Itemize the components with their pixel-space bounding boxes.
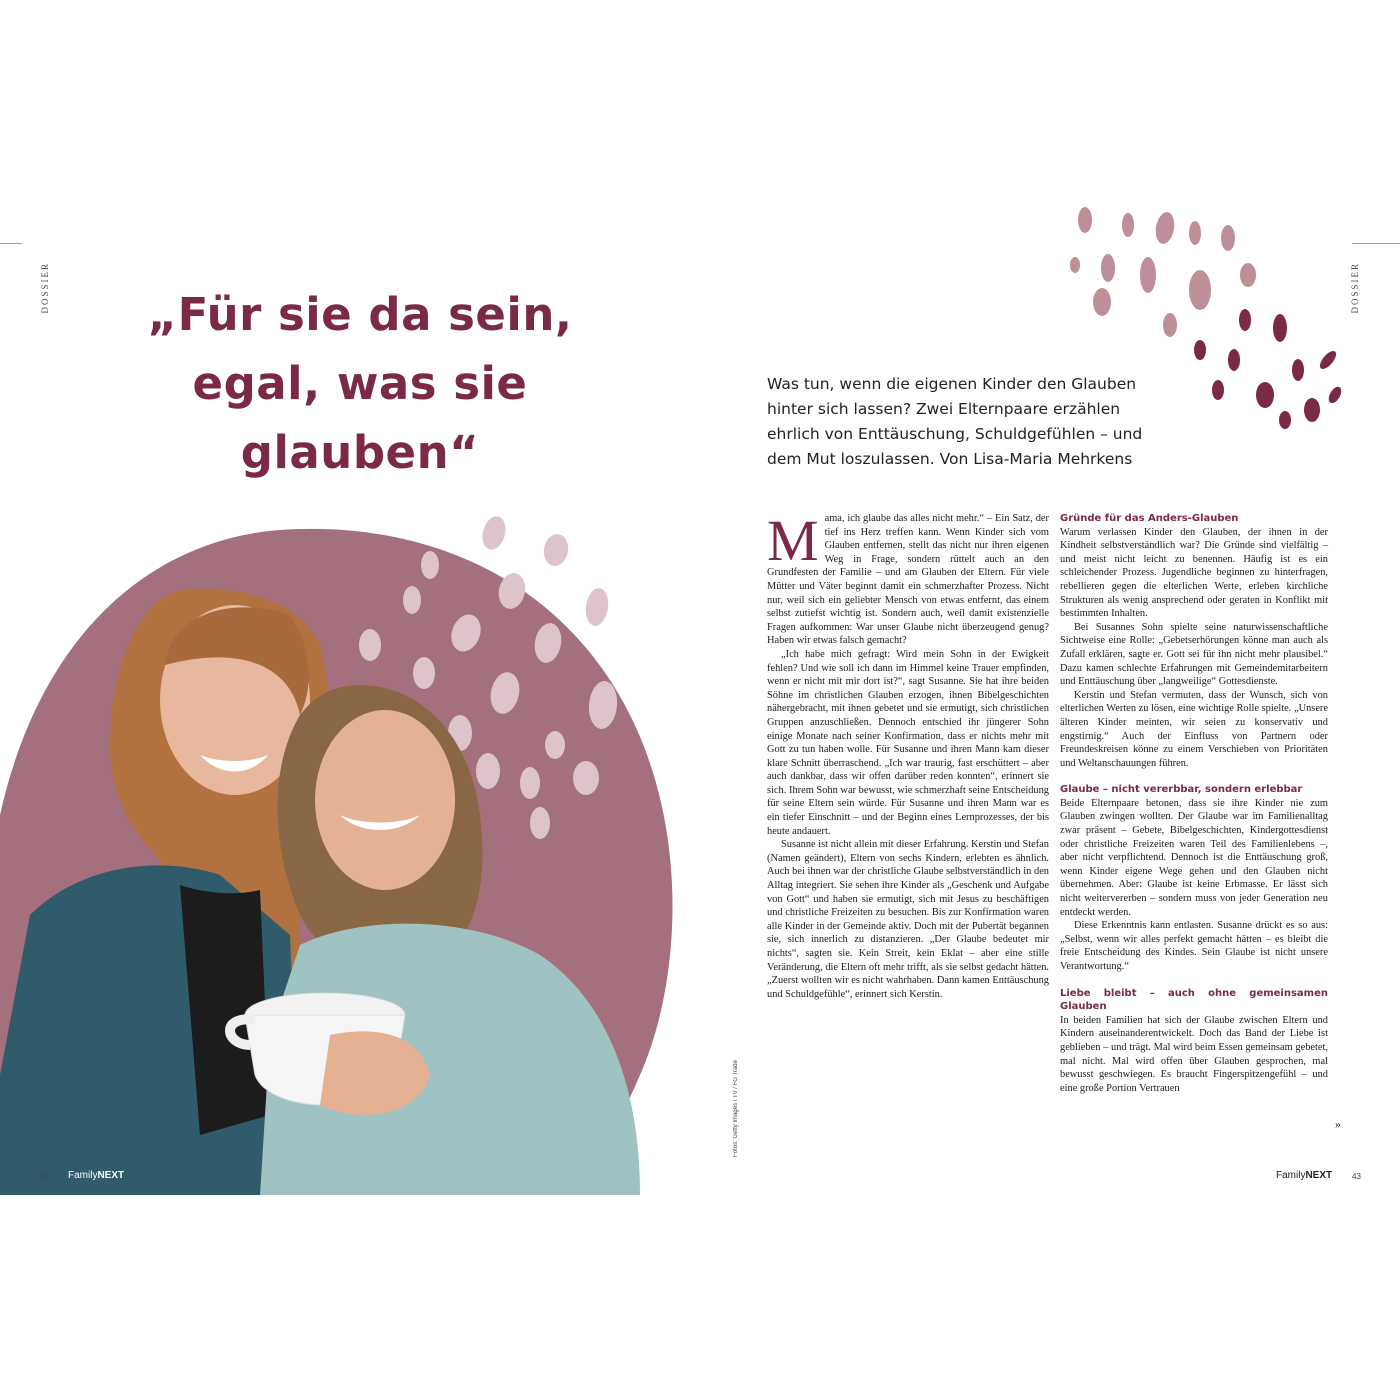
paragraph-9: In beiden Familien hat sich der Glaube zwischen Eltern und Kindern auseinanderentwickelt. Doch das Band der Liebe ist geblieben – und trägt. Mal wird beim Essen gemeinsam gebetet, mal nicht. Mal wird offen über Glauben gesprochen, mal bewusst geschwiegen. Es braucht Fingerspitzengefühl – und eine große Portion Vertrauen — [1060, 1014, 1328, 1094]
section-label-right: DOSSIER — [1350, 262, 1360, 314]
photo-credit: Fotos: Getty Images / TV / FG Trade — [733, 1060, 739, 1157]
paragraph-3: Susanne ist nicht allein mit dieser Erfahrung. Kerstin und Stefan (Namen geändert), Eltern von sechs Kindern, erlebten es ähnlich. Auch bei ihnen war der christliche Glaube selbstverständlich in den Alltag integriert. Sie sehen ihre Kinder als „Geschenk und Aufgabe von Gott“ und haben sie ermutigt, sich mit Jesus zu beschäftigen und christliche Freizeiten zu besuchen. Bis zur Konfirmation waren alle Kinder in der Gemeinde aktiv. Doch mit der Pubertät begannen sie, sich innerlich zu distanzieren. „Der Glaube bedeutet mir nichts“, sagten sie. Kein Streit, kein Eklat – aber eine stille Veränderung, die Eltern oft mehr trifft, als sie selbst gedacht hätten. „Zuerst wollten wir es nicht wahrhaben. Dann kamen Enttäuschung und Schuldgefühle“, erinnert sich Kerstin. — [767, 839, 1049, 1000]
subheading-1: Gründe für das Anders-Glauben — [1060, 513, 1239, 524]
paragraph-2: „Ich habe mich gefragt: Wird mein Sohn in der Ewigkeit fehlen? Und wie soll ich dann im Himmel keine Trauer empfinden, wenn er nicht mit mir dort ist?“, sagt Susanne. Sie hat ihre beiden Söhne im christlichen Glauben erzogen, ihnen Bibelgeschichten nähergebracht, mit ihnen gebetet und sie ermutigt, sich christlichen Gruppen anzuschließen. Dennoch entschied ihr jüngerer Sohn einige Monate nach seiner Konfirmation, dass er nichts mehr mit Gott zu tun haben wolle. Für Susanne und ihren Mann kam dieser klare Schnitt überraschend. „Ich war traurig, fast erschüttert – aber auch dankbar, dass wir offen darüber reden konnten“, erinnert sie sich. Ihrem Sohn war bewusst, wie schmerzhaft seine Entscheidung für seine Eltern sein würde. Für Susanne und ihren Mann war es ein tiefer Einschnitt – und der Beginn eines Lernprozesses, der bis heute andauert. — [767, 648, 1049, 837]
photo-area — [0, 515, 690, 1195]
top-rule-left — [0, 243, 22, 244]
page-number-right: 43 — [1352, 1172, 1361, 1181]
paragraph-5: Bei Susannes Sohn spielte seine naturwissenschaftliche Sichtweise eine Rolle: „Gebetserhörungen könne man auch als Zufall erklären, sagte er. Gott sei für ihn nicht mehr plausibel.“ Dazu kamen schlechte Erfahrungen mit Gemeindemitarbeitern und Enttäuschung über „langweilige“ Gottesdienste. — [1060, 621, 1328, 688]
brand-bold: NEXT — [97, 1170, 125, 1181]
brand-regular-right: Family — [1276, 1170, 1306, 1181]
headline: „Für sie da sein, egal, was sie glauben“ — [147, 288, 573, 479]
brand-bold-right: NEXT — [1305, 1170, 1333, 1181]
brand-logo-left — [68, 1170, 124, 1181]
section-label-left: DOSSIER — [40, 262, 50, 314]
article-column-1 — [767, 508, 1049, 1001]
brand-logo-right — [1276, 1170, 1332, 1181]
paragraph-1-text: ama, ich glaube das alles nicht mehr.“ – Ein Satz, der tief ins Herz treffen kann. Wenn Kinder sich vom Glauben entfernen, stellt das nicht nur ihren eigenen Weg in Frage, sondern rüttelt auch an den Grundfesten der Familie – und am Glauben der Eltern. Für viele Mütter und Väter beginnt damit ein schmerzhafter Prozess. Nicht nur, weil sich ein geliebter Mensch von etwas entfernt, das einem selbst zutiefst wichtig ist. Sondern auch, weil damit existenzielle Fragen aufkommen: War unser Glaube nicht überzeugend genug? Haben wir etwas falsch gemacht? — [767, 513, 1049, 647]
intro-text: Was tun, wenn die eigenen Kinder den Glauben hinter sich lassen? Zwei Elternpaare erzählen ehrlich von Enttäuschung, Schuldgefühlen – und dem Mut loszulassen. Von Lisa-Maria Mehrkens — [767, 375, 1143, 468]
paragraph-1 — [767, 508, 1049, 648]
paragraph-7: Beide Elternpaare betonen, dass sie ihre Kinder nie zum Glauben zwingen wollten. Der Glaube war im Familienalltag zwar präsent – Gebete, Bibelgeschichten, Kindergottesdienst oder christliche Freizeiten waren Teil des Familienlebens –, aber nicht verpflichtend. Dennoch ist die Enttäuschung groß, wenn Kinder eigene Wege gehen und den Glauben nicht übernehmen. Aber: Glaube ist keine Erbmasse. Er lässt sich nicht weitervererben – sondern muss von jeder Generation neu entdeckt werden. — [1060, 797, 1328, 918]
subheading-2: Glaube – nicht vererbbar, sondern erlebbar — [1060, 784, 1303, 796]
paragraph-6: Kerstin und Stefan vermuten, dass der Wunsch, sich von elterlichen Werten zu lösen, eine wichtige Rolle spielte. „Unsere älteren Kinder meinten, wir seien zu konservativ und engstirnig.“ Auch der Einfluss von Partnern oder Freundeskreisen könne zu einem Verschieben von Prioritäten und Weltanschauungen führen. — [1060, 689, 1328, 769]
paragraph-4: Warum verlassen Kinder den Glauben, der ihnen in der Kindheit selbstverständlich war? Die Gründe sind vielfältig – und meist nicht leicht zu benennen. Häufig ist es ein schleichender Prozess. Jugendliche beginnen zu hinterfragen, rebellieren gegen die elterlichen Werte, erleben kirchliche Strukturen als wenig ansprechend oder geraten in Konflikt mit bestimmten Inhalten. — [1060, 526, 1328, 620]
brand-regular: Family — [68, 1170, 98, 1181]
article-column-2 — [1060, 512, 1328, 1095]
paragraph-8: Diese Erkenntnis kann entlasten. Susanne drückt es so aus: „Selbst, wenn wir alles perfekt gemacht hätten – es bleibt die freie Entscheidung des Kindes. Sein Glaube ist nicht unsere Verantwortung.“ — [1060, 920, 1328, 972]
subheading-3: Liebe bleibt – auch ohne gemeinsamen Glauben — [1060, 987, 1328, 1013]
continue-mark: » — [1335, 1117, 1341, 1131]
page-number-left: 42 — [40, 1172, 49, 1181]
dropcap: M — [767, 508, 819, 573]
